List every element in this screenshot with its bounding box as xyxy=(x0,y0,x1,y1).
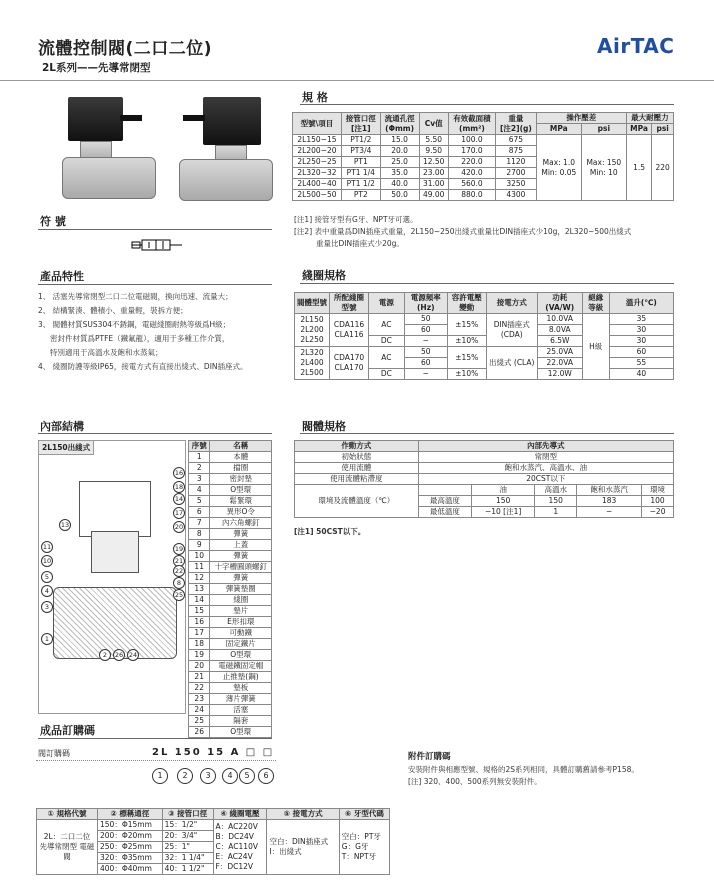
col-header: MPa xyxy=(536,124,581,135)
table-row: 200：Φ20mm 20：3/4" xyxy=(37,831,390,842)
divider xyxy=(38,738,272,739)
note-line: [注1] 接管牙型有G牙、NPT牙可選。 xyxy=(294,215,418,224)
table-row: 2L250−25 PT1 25.0 12.50 220.0 1120 xyxy=(293,157,674,168)
col-header: Cv值 xyxy=(419,113,448,135)
internal-diagram: 2L150出綫式 16 18 14 17 20 19 21 22 8 25 13 11 10 5 4 3 1 2 26 24 xyxy=(38,440,186,714)
table-row: 60 8.0VA 30 xyxy=(295,325,674,336)
code-position-markers: 1 2 3 4 5 6 xyxy=(152,768,276,784)
table-row: 18 固定鐵片 xyxy=(189,639,272,650)
note-line: [注] 320、400、500系列無安裝附件。 xyxy=(408,777,542,786)
table-row: 2L320 2L400 2L500 CDA170 CLA170 AC 50 ±15% 出綫式 (CLA) 25.0VA 60 xyxy=(295,347,674,358)
table-row: 17 可動鐵 xyxy=(189,628,272,639)
table-row: 2L400−40 PT1 1/2 40.0 31.00 560.0 3250 xyxy=(293,179,674,190)
col-header: 最大耐壓力 xyxy=(626,113,673,124)
header-divider xyxy=(0,80,714,81)
table-row: 2L200−20 PT3/4 20.0 9.50 170.0 875 xyxy=(293,146,674,157)
spec-notes xyxy=(294,214,674,250)
section-symbol-title: 符 號 xyxy=(40,215,66,228)
accessory-title: 附件訂購碼 xyxy=(408,752,451,762)
col-header: 絕緣等級 xyxy=(582,293,609,314)
divider xyxy=(300,433,674,434)
max-mpa: 1.5 xyxy=(626,135,652,201)
table-row: 最低溫度 −10 [注1] 1 − −20 xyxy=(295,507,674,518)
table-row: 16 E形扣環 xyxy=(189,617,272,628)
col-header: 接管口徑 [注1] xyxy=(341,113,380,135)
col-header: 溫升(℃) xyxy=(609,293,673,314)
features-list xyxy=(38,290,278,374)
feature-item: 4、 綫圈防護等級IP65，接電方式有直接出綫式、DIN插座式。 xyxy=(38,362,248,371)
col-header: 電源 xyxy=(369,293,405,314)
table-row: 4 O型環 xyxy=(189,485,272,496)
section-coil-title: 綫圈規格 xyxy=(302,269,346,282)
brand-logo: AirTAC xyxy=(597,34,675,58)
table-row: 22 墊板 xyxy=(189,683,272,694)
feature-item: 3、 閥體材質SUS304不銹鋼，電磁綫圈耐熱等級爲H級； xyxy=(38,320,231,329)
op-mpa: Max: 1.0 Min: 0.05 xyxy=(536,135,581,201)
feature-item: 2、 結構緊湊、體積小、重量輕，裝拆方便； xyxy=(38,306,188,315)
table-row: 環境及流體溫度（℃） 油 高溫水 飽和水蒸汽 環境 xyxy=(295,485,674,496)
section-spec-title: 規 格 xyxy=(302,91,328,104)
table-row: 26 O型環 xyxy=(189,727,272,738)
col-header: 型號\項目 xyxy=(293,113,342,135)
table-row: 2L：二口二位 先導常閉型 電磁閥 150：Φ15mm 15：1/2" A：AC220V B：DC24V C：AC110V E：AC24V F：DC12V 空白：DIN插座式 I：出綫式 空白：PT牙 G：G牙 T：NPT牙 xyxy=(37,820,390,831)
col-header: 流通孔徑 (Φmm) xyxy=(380,113,419,135)
table-row: 使用流體 飽和水蒸汽、高溫水、油 xyxy=(295,463,674,474)
table-row: 60 22.0VA 55 xyxy=(295,358,674,369)
bonnet-section xyxy=(91,531,139,573)
table-row: 13 彈簧墊圈 xyxy=(189,584,272,595)
table-row: 19 O型環 xyxy=(189,650,272,661)
table-row: 最高溫度 150 150 183 100 xyxy=(295,496,674,507)
col-header: psi xyxy=(652,124,674,135)
col-header: 名稱 xyxy=(210,441,272,452)
table-row: 21 止推墊(鋼) xyxy=(189,672,272,683)
table-row: 2L500−50 PT2 50.0 49.00 880.0 4300 xyxy=(293,190,674,201)
table-row: 2 擋圈 xyxy=(189,463,272,474)
page-subtitle: 2L系列——先導常閉型 xyxy=(42,62,151,74)
col-header: 序號 xyxy=(189,441,210,452)
voltage-list: A：AC220V B：DC24V C：AC110V E：AC24V F：DC12V xyxy=(213,820,267,875)
divider xyxy=(38,284,272,285)
col-header: ① 規格代號 xyxy=(37,809,98,820)
table-row: 10 彈簧 xyxy=(189,551,272,562)
table-row: 2L150 2L200 2L250 CDA116 CLA116 AC 50 ±15% DIN插座式 (CDA) 10.0VA H級 35 xyxy=(295,314,674,325)
table-row: 12 彈簧 xyxy=(189,573,272,584)
divider xyxy=(300,104,674,105)
col-header: ⑤ 接電方式 xyxy=(267,809,339,820)
note-line: [注2] 表中重量爲DIN插座式重量，2L150~250出綫式重量比DIN插座式少10g，2L320~500出綫式 xyxy=(294,227,632,236)
table-row: 9 上蓋 xyxy=(189,540,272,551)
divider xyxy=(36,760,276,761)
divider xyxy=(38,229,272,230)
table-row: 8 彈簧 xyxy=(189,529,272,540)
divider xyxy=(300,283,674,284)
valve-photo-1 xyxy=(58,95,158,205)
section-order-title: 成品訂購碼 xyxy=(40,724,95,737)
feature-item: 1、 活塞先導常閉型二口二位電磁閥，換向迅速、流量大； xyxy=(38,292,233,301)
coil-table xyxy=(294,292,674,380)
table-row: DC − ±10% 6.5W 30 xyxy=(295,336,674,347)
note-line: 安裝附件與相應型號、規格的2S系列相同，具體訂購舊請參考P158。 xyxy=(408,765,639,774)
table-row: 2L150−15 PT1/2 15.0 5.50 100.0 675 Max: 1.0 Min: 0.05 Max: 150 Min: 10 1.5 220 xyxy=(293,135,674,146)
col-header: 容許電壓變動 xyxy=(447,293,486,314)
order-label: 閥訂購碼 xyxy=(38,749,70,758)
col-header: ④ 綫圈電壓 xyxy=(213,809,267,820)
valve-body-section xyxy=(53,587,177,659)
table-row: 7 內六角螺釘 xyxy=(189,518,272,529)
table-row: 5 鬆緊環 xyxy=(189,496,272,507)
col-header: 閥體型號 xyxy=(295,293,330,314)
table-row: 1 本體 xyxy=(189,452,272,463)
valve-photo-2 xyxy=(175,95,275,205)
table-row: 15 墊片 xyxy=(189,606,272,617)
col-header: MPa xyxy=(626,124,652,135)
table-row: 使用流體粘滯度 20CST以下 xyxy=(295,474,674,485)
section-features-title: 產品特性 xyxy=(40,270,84,283)
max-psi: 220 xyxy=(652,135,674,201)
table-row: 2L320−32 PT1 1/4 35.0 23.00 420.0 2700 xyxy=(293,168,674,179)
table-row: 20 電磁鐵固定帽 xyxy=(189,661,272,672)
table-row: 25 隔套 xyxy=(189,716,272,727)
table-row: 23 薄片彈簧 xyxy=(189,694,272,705)
table-row: 400：Φ40mm 40：1 1/2" xyxy=(37,864,390,875)
section-internal-title: 內部結構 xyxy=(40,420,84,433)
parts-table xyxy=(188,440,272,738)
feature-item: 密封件材質爲PTFE（鐵氟龍），適用于多種工作介質， xyxy=(50,334,230,343)
table-row: 3 密封墊 xyxy=(189,474,272,485)
table-row: 250：Φ25mm 25：1" xyxy=(37,842,390,853)
order-code: 2L 150 15 A □ □ xyxy=(152,747,275,758)
col-header: 有效截面積 (mm²) xyxy=(448,113,495,135)
col-header: ③ 接管口徑 xyxy=(162,809,213,820)
table-row: 14 綫圈 xyxy=(189,595,272,606)
col-header: ② 標稱通徑 xyxy=(98,809,163,820)
col-header: 電源頻率(Hz) xyxy=(404,293,447,314)
col-header: 內部先導式 xyxy=(418,441,673,452)
col-header: 作動方式 xyxy=(295,441,419,452)
divider xyxy=(38,433,272,434)
order-table xyxy=(36,808,390,875)
valve-symbol-icon xyxy=(130,238,184,252)
body-note: [注1] 50CST以下。 xyxy=(294,527,366,536)
col-header: psi xyxy=(581,124,626,135)
page-title: 流體控制閥(二口二位) xyxy=(38,39,213,59)
coil-section xyxy=(79,481,151,537)
col-header: 所配綫圈型號 xyxy=(330,293,369,314)
col-header: 重量 [注2](g) xyxy=(496,113,537,135)
col-header: 操作壓差 xyxy=(536,113,626,124)
table-row: 24 活塞 xyxy=(189,705,272,716)
table-row: 6 異形O令 xyxy=(189,507,272,518)
table-row: 11 十字槽圓頭螺釘 xyxy=(189,562,272,573)
body-table xyxy=(294,440,674,518)
section-body-title: 閥體規格 xyxy=(302,420,346,433)
accessory-text xyxy=(408,764,698,788)
table-row: DC − ±10% 12.0W 40 xyxy=(295,369,674,380)
spec-table xyxy=(292,112,674,201)
col-header: 接電方式 xyxy=(486,293,537,314)
col-header: 功耗(VA/W) xyxy=(537,293,582,314)
col-header: ⑥ 牙型代碼 xyxy=(339,809,389,820)
feature-item: 特別適用于高溫水及飽和水蒸氣； xyxy=(50,348,163,357)
table-row: 初始狀態 常閉型 xyxy=(295,452,674,463)
note-line: 重量比DIN插座式少20g。 xyxy=(316,239,404,248)
op-psi: Max: 150 Min: 10 xyxy=(581,135,626,201)
table-row: 320：Φ35mm 32：1 1/4" xyxy=(37,853,390,864)
diagram-label: 2L150出綫式 xyxy=(39,441,94,455)
